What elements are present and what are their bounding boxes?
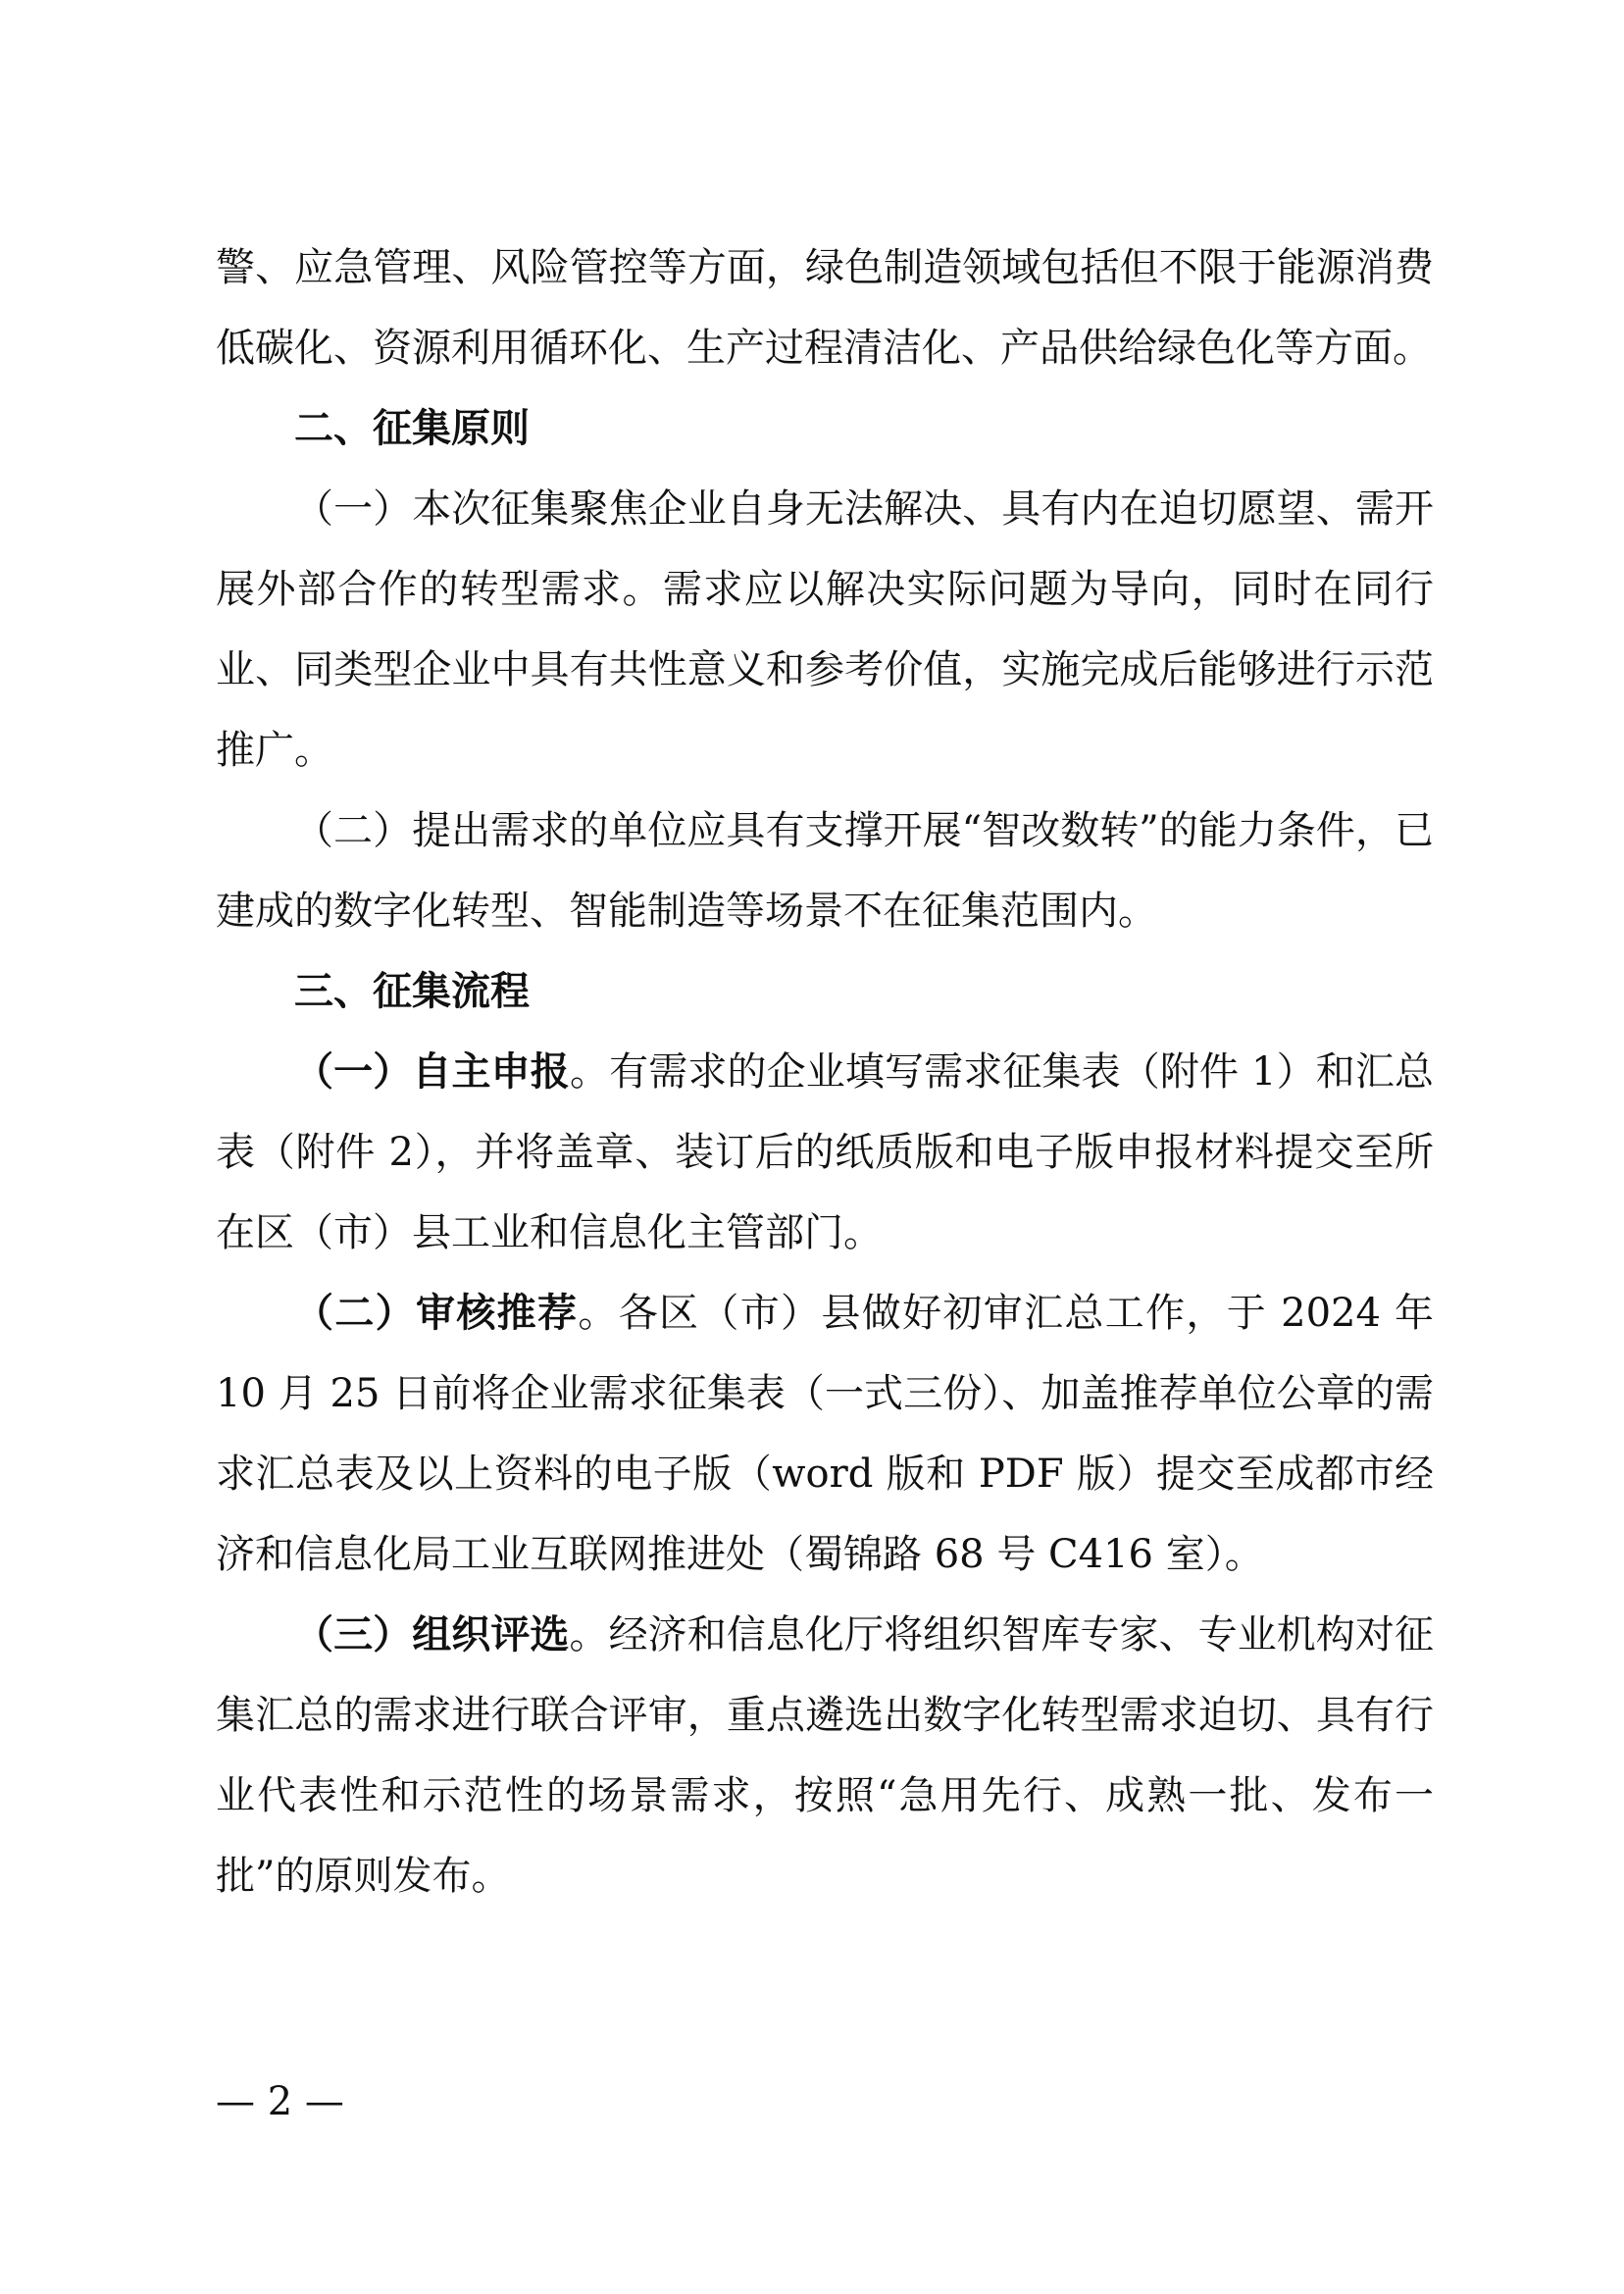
process-item-1-body: 。有需求的企业填写需求征集表（附件 1）和汇总表（附件 2），并将盖章、装订后的纸质版和电子版申报材料提交至所在区（市）县工业和信息化主管部门。 (216, 1049, 1435, 1255)
process-item-2-body: 。各区（市）县做好初审汇总工作，于 2024 年 10 月 25 日前将企业需求征集表（一式三份）、加盖推荐单位公章的需求汇总表及以上资料的电子版（word 版和 PDF 版）提交至成都市经济和信息化局工业互联网推进处（蜀锦路 68 号 C416 室）。 (216, 1291, 1435, 1577)
section-heading-process: 三、征集流程 (294, 969, 530, 1014)
principle-item-1: （一）本次征集聚焦企业自身无法解决、具有内在迫切愿望、需开展外部合作的转型需求。需求应以解决实际问题为导向，同时在同行业、同类型企业中具有共性意义和参考价值，实施完成后能够进行示范推广。 (216, 486, 1434, 773)
principle-item-2: （二）提出需求的单位应具有支撑开展“智改数转”的能力条件，已建成的数字化转型、智能制造等场景不在征集范围内。 (216, 808, 1434, 934)
process-item-1-title: （一）自主申报 (294, 1049, 570, 1095)
document-body (216, 228, 1434, 1916)
process-item-3-title: （三）组织评选 (294, 1612, 570, 1657)
process-item-3-body: 。经济和信息化厅将组织智库专家、专业机构对征集汇总的需求进行联合评审，重点遴选出数字化转型需求迫切、具有行业代表性和示范性的场景需求，按照“急用先行、成熟一批、发布一批”的原则发布。 (216, 1612, 1434, 1899)
section-heading-principles: 二、征集原则 (294, 406, 530, 451)
process-item-2-title: （二）审核推荐 (294, 1291, 579, 1336)
process-item-2 (216, 1273, 1434, 1595)
process-item-3 (216, 1595, 1434, 1916)
process-item-1 (216, 1032, 1434, 1273)
continuation-paragraph: 警、应急管理、风险管控等方面，绿色制造领域包括但不限于能源消费低碳化、资源利用循环化、生产过程清洁化、产品供给绿色化等方面。 (216, 245, 1434, 371)
page-number: — 2 — (216, 2079, 344, 2124)
